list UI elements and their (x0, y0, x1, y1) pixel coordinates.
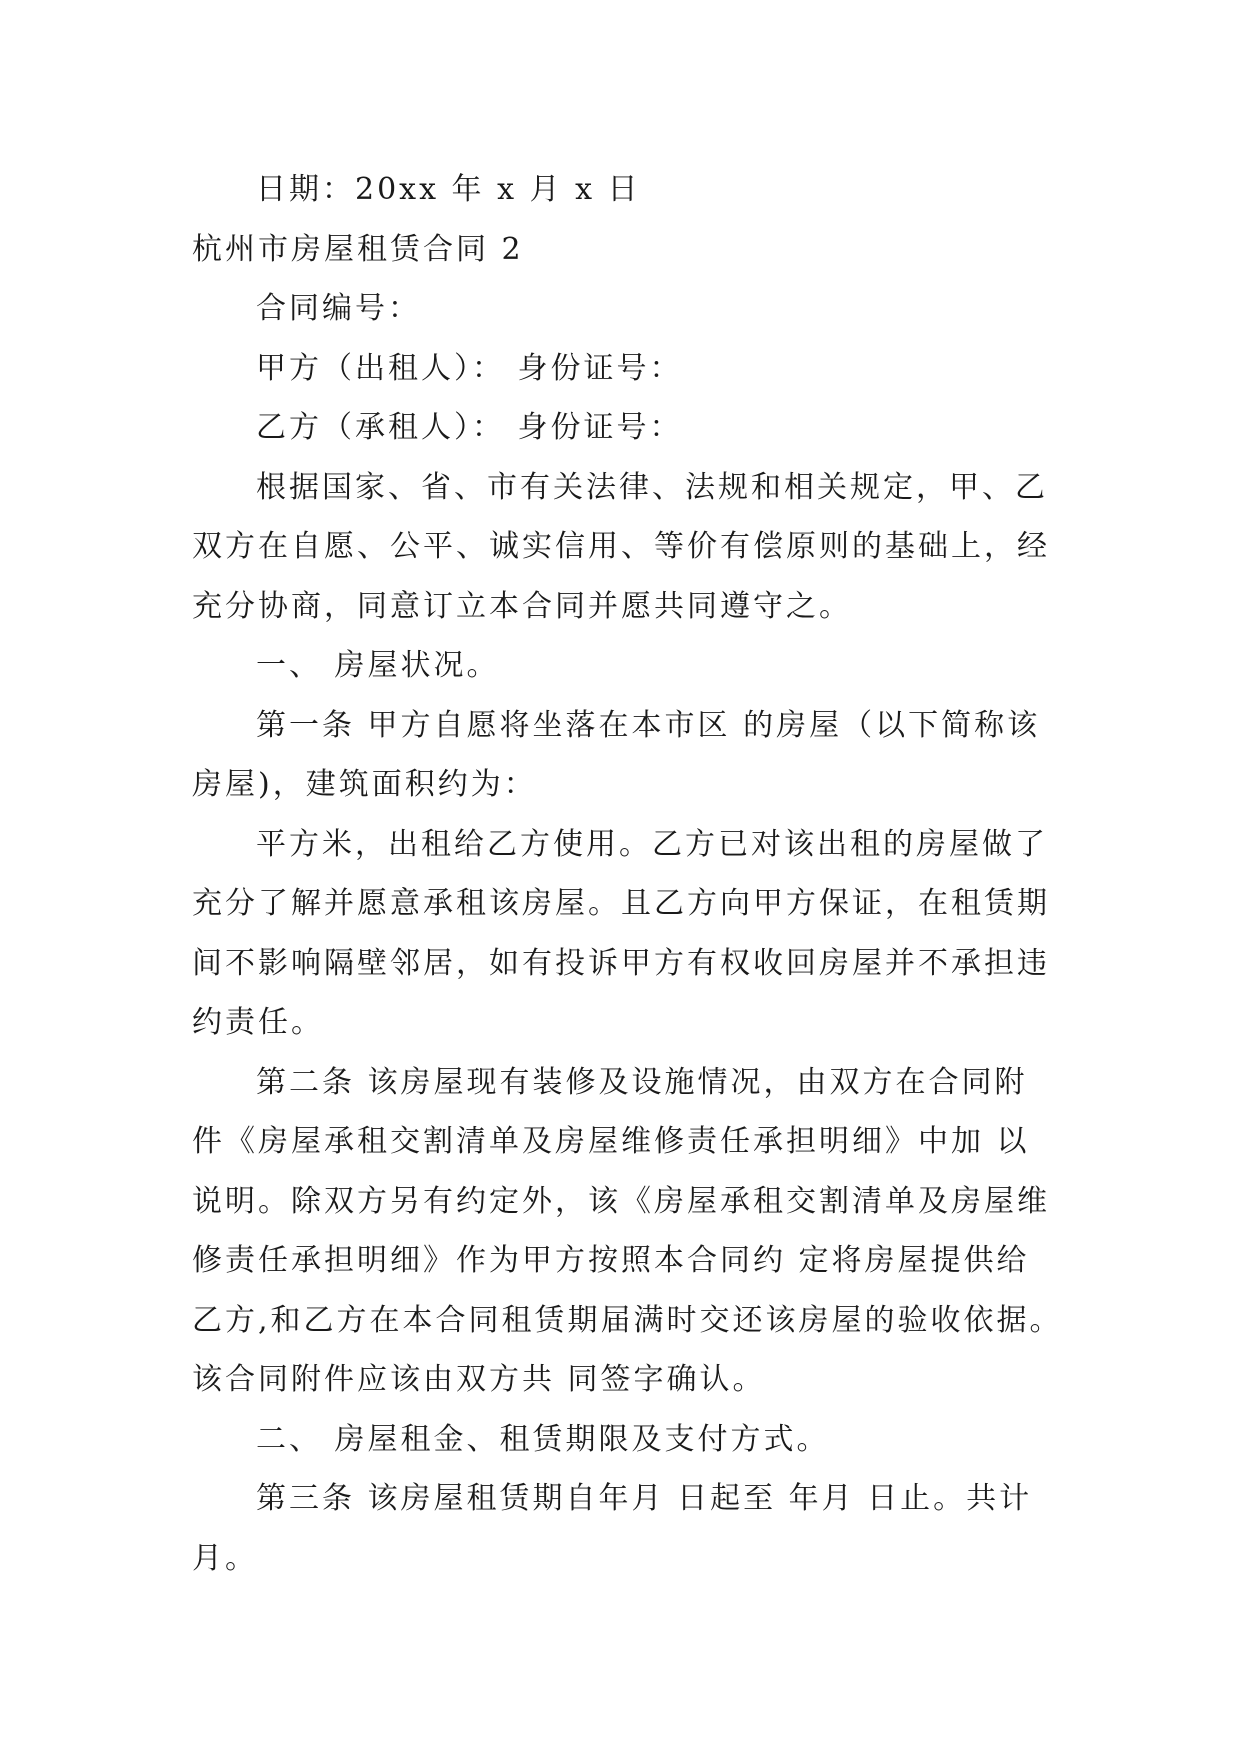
article-line: 充分了解并愿意承租该房屋。且乙方向甲方保证，在租赁期 (192, 886, 1050, 921)
section-heading: 一、 房屋状况。 (256, 648, 500, 683)
article-line: 第三条 该房屋租赁期自年月 日起至 年月 日止。共计 (256, 1481, 1033, 1516)
section-heading: 二、 房屋租金、租赁期限及支付方式。 (256, 1421, 830, 1457)
article-line: 约责任。 (192, 1005, 324, 1040)
article-line: 第二条 该房屋现有装修及设施情况，由双方在合同附 (256, 1064, 1028, 1100)
preamble-line: 根据国家、省、市有关法律、法规和相关规定，甲、乙 (256, 469, 1048, 505)
contract-title: 杭州市房屋租赁合同 2 (192, 231, 524, 267)
article-line: 房屋)，建筑面积约为： (192, 767, 537, 802)
party-b-line: 乙方（承租人）： 身份证号： (256, 410, 683, 445)
article-line: 说明。除双方另有约定外，该《房屋承租交割清单及房屋维 (192, 1183, 1050, 1219)
contract-number-line: 合同编号： (256, 291, 421, 326)
date-line: 日期：20xx 年 x 月 x 日 (256, 172, 641, 207)
party-a-line: 甲方（出租人）： 身份证号： (256, 350, 683, 386)
article-line: 间不影响隔壁邻居，如有投诉甲方有权收回房屋并不承担违 (192, 945, 1050, 981)
article-line: 乙方,和乙方在本合同租赁期届满时交还该房屋的验收依据。 (192, 1302, 1063, 1338)
article-line: 修责任承担明细》作为甲方按照本合同约 定将房屋提供给 (192, 1243, 1030, 1278)
preamble-line: 双方在自愿、公平、诚实信用、等价有偿原则的基础上，经 (192, 529, 1050, 564)
article-line: 该合同附件应该由双方共 同签字确认。 (192, 1362, 766, 1397)
article-line: 月。 (192, 1540, 258, 1576)
preamble-line: 充分协商，同意订立本合同并愿共同遵守之。 (192, 588, 852, 624)
article-line: 平方米，出租给乙方使用。乙方已对该出租的房屋做了 (256, 826, 1048, 862)
article-line: 件《房屋承租交割清单及房屋维修责任承担明细》中加 以 (192, 1124, 1030, 1159)
document-body (192, 160, 1063, 1588)
article-line: 第一条 甲方自愿将坐落在本市区 的房屋（以下简称该 (256, 707, 1041, 743)
